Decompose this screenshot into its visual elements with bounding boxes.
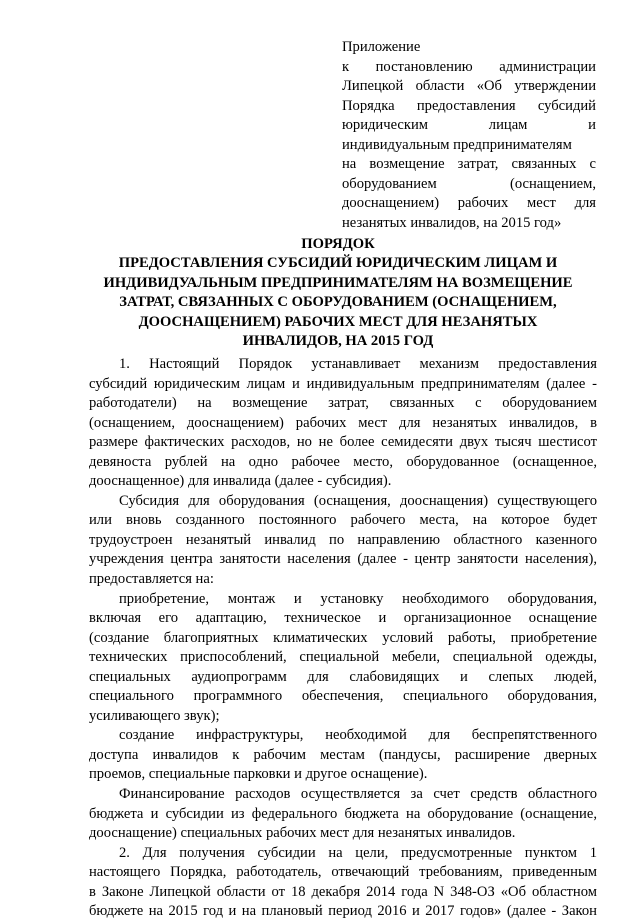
body-line: девяноста рублей на одно рабочее место, оборудованное (оснащенное, [89,453,597,470]
title-line: ЗАТРАТ, СВЯЗАННЫХ С ОБОРУДОВАНИЕМ (ОСНАЩЕНИЕМ, [119,294,557,311]
appendix-line: к постановлению администрации [342,58,596,75]
body-line: специального программного обеспечения, специального оборудования, [89,688,597,705]
body-line: учреждения центра занятости населения (далее - центр занятости населения), [89,551,597,568]
body-line: специальных аудиопрограмм для слабовидящих и слепых людей, [89,668,597,685]
document-title [82,235,594,351]
body-line: технических приспособлений, специальной мебели, специальной одежды, [89,649,597,666]
body-line: 2. Для получения субсидии на цели, предусмотренные пунктом 1 [119,844,597,861]
body-line: бюджета и субсидии из федерального бюджета на оборудование (оснащение, [89,805,597,822]
body-line: работодатели) на возмещение затрат, связанных с оборудованием [89,395,597,412]
appendix-line: индивидуальным предпринимателям [342,136,572,153]
document-body [89,355,597,922]
title-line: ПОРЯДОК [301,236,375,252]
body-line: (создание благоприятных климатических условий работы, приобретение [89,629,597,646]
body-line: включая его адаптацию, техническое и организационное оснащение [89,610,597,627]
body-line: усиливающего звук); [89,707,220,724]
title-line: ДООСНАЩЕНИЕМ) РАБОЧИХ МЕСТ ДЛЯ НЕЗАНЯТЫХ [138,313,538,330]
title-line: ИНДИВИДУАЛЬНЫМ ПРЕДПРИНИМАТЕЛЯМ НА ВОЗМЕЩЕНИЕ [103,274,573,291]
body-line: или вновь созданного постоянного рабочего места, на которое будет [89,512,597,529]
appendix-header [342,38,596,233]
appendix-line: Порядка предоставления субсидий [342,97,596,114]
body-line: Финансирование расходов осуществляется за счет средств областного [119,786,597,803]
body-line: создание инфраструктуры, необходимой для беспрепятственного [119,727,597,744]
body-line: приобретение, монтаж и установку необходимого оборудования, [119,590,597,607]
appendix-line: незанятых инвалидов, на 2015 год» [342,214,562,231]
body-line: Субсидия для оборудования (оснащения, дооснащения) существующего [119,492,597,509]
body-line: бюджете на 2015 год и на плановый период 2016 и 2017 годов» (далее - Закон [89,903,597,920]
appendix-line: юридическим лицам и [342,117,596,133]
body-line: субсидий юридическим лицам и индивидуальным предпринимателям (далее - [89,375,597,392]
body-line: трудоустроен незанятый инвалид по направлению областного казенного [89,531,597,548]
body-line: (оснащением, дооснащением) рабочих мест для незанятых инвалидов, в [89,414,597,431]
body-line: дооснащенное) для инвалида (далее - субсидия). [89,473,392,490]
appendix-line: дооснащением) рабочих мест для [342,195,596,211]
body-line: предоставляется на: [89,571,214,588]
title-line: ИНВАЛИДОВ, НА 2015 ГОД [242,333,434,350]
body-line: дооснащение) специальных рабочих мест для незанятых инвалидов. [89,825,516,842]
body-line: настоящего Порядка, работодатель, отвечающий требованиям, приведенным [89,864,597,881]
title-line: ПРЕДОСТАВЛЕНИЯ СУБСИДИЙ ЮРИДИЧЕСКИМ ЛИЦАМ И [118,255,558,272]
body-line: в Законе Липецкой области от 18 декабря 2014 года N 348-ОЗ «Об областном [89,883,597,900]
body-line: проемов, специальные парковки и другое оснащение). [89,766,428,783]
appendix-line: Липецкой области «Об утверждении [342,78,596,94]
body-line: 1. Настоящий Порядок устанавливает механизм предоставления [119,356,597,372]
body-line: доступа инвалидов к рабочим местам (пандусы, расширение дверных [89,746,597,763]
appendix-line: на возмещение затрат, связанных с [342,156,596,172]
appendix-line: оборудованием (оснащением, [342,175,596,192]
body-line: размере фактических расходов, но не более семидесяти двух тысяч шестисот [89,434,597,451]
appendix-line: Приложение [342,39,421,55]
